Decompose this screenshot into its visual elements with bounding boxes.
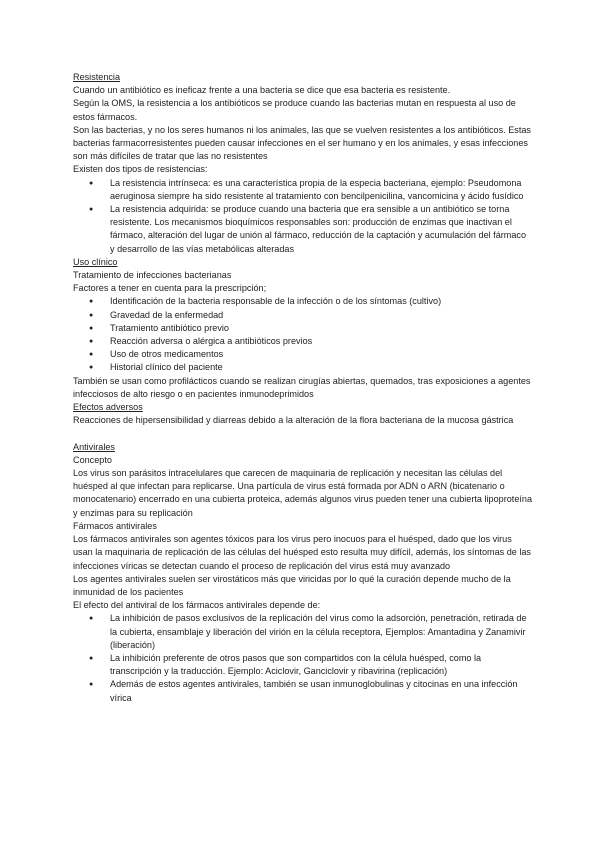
list-item: ● Reacción adversa o alérgica a antibióticos previos — [73, 335, 533, 348]
paragraph: El efecto del antiviral de los fármacos antivirales depende de: — [73, 600, 321, 611]
list-item: ● Además de estos agentes antivirales, también se usan inmunoglobulinas y citocinas en una infección vírica — [73, 678, 533, 704]
list-item: ● Tratamiento antibiótico previo — [73, 322, 533, 335]
prescription-factors-list — [73, 295, 533, 374]
list-item: ● Gravedad de la enfermedad — [73, 309, 533, 322]
paragraph: También se usan como profilácticos cuando se realizan cirugías abiertas, quemados, tras exposiciones a agentes infecciosos de alto riesgo o en pacientes inmunodeprimidos — [73, 375, 531, 399]
list-item: ● La inhibición preferente de otros pasos que son compartidos con la célula huésped, como la transcripción y la traducción. Ejemplo: Aciclovir, Ganciclovir y ribavirina (replicación) — [73, 652, 533, 678]
list-item: ● La resistencia intrínseca: es una característica propia de la especia bacteriana, ejemplo: Pseudomona aeruginosa siempre ha sido resistente al tratamiento con bencilpenicilina, vancomicina y ácido fusídico — [73, 177, 533, 203]
paragraph: Existen dos tipos de resistencias: — [73, 164, 208, 175]
list-item: ● La inhibición de pasos exclusivos de la replicación del virus como la adsorción, penetración, retirada de la cubierta, ensamblaje y liberación del virión en la célula receptora, Ejemplos: Amantadina y Zanamivir (liberación) — [73, 612, 533, 652]
antiviral-effects-list — [73, 612, 533, 704]
section-spacer — [73, 427, 533, 440]
subheading-concepto: Concepto — [73, 454, 112, 465]
paragraph: Reacciones de hipersensibilidad y diarreas debido a la alteración de la flora bacteriana de la mucosa gástrica — [73, 415, 514, 426]
paragraph: Los agentes antivirales suelen ser virostáticos más que viricidas por lo qué la curación depende mucho de la inmunidad de los pacientes — [73, 573, 511, 597]
list-item: ● Historial clínico del paciente — [73, 361, 533, 374]
uso-clinico-heading: Uso clínico — [73, 256, 118, 267]
paragraph: Los fármacos antivirales son agentes tóxicos para los virus pero inocuos para el huésped, dado que los virus usan la maquinaria de replicación de las células del huésped esto resulta muy difícil, además, los síntomas de las infecciones víricas se detectan cuando el proceso de replicación del virus está muy avanzado — [73, 534, 531, 571]
efectos-adversos-heading: Efectos adversos — [73, 402, 143, 413]
list-item: ● Identificación de la bacteria responsable de la infección o de los síntomas (cultivo) — [73, 295, 533, 308]
paragraph: Factores a tener en cuenta para la prescripción; — [73, 283, 267, 294]
list-item: ● Uso de otros medicamentos — [73, 348, 533, 361]
paragraph: Son las bacterias, y no los seres humanos ni los animales, las que se vuelven resistentes a los antibióticos. Estas bacterias farmacorresistentes pueden causar infecciones en el ser humano y en los animales, y esas infecciones son más difíciles de tratar que las no resistentes — [73, 124, 531, 162]
resistance-types-list — [73, 177, 533, 256]
paragraph: Cuando un antibiótico es ineficaz frente a una bacteria se dice que esa bacteria es resistente. — [73, 85, 451, 96]
antivirales-heading: Antivirales — [73, 441, 115, 452]
paragraph: Según la OMS, la resistencia a los antibióticos se produce cuando las bacterias mutan en respuesta al uso de estos fármacos. — [73, 98, 516, 122]
paragraph: Tratamiento de infecciones bacterianas — [73, 270, 232, 281]
resistencia-heading: Resistencia — [73, 72, 121, 82]
paragraph: Los virus son parásitos intracelulares que carecen de maquinaria de replicación y necesitan las células del huésped al que infectan para replicarse. Una partícula de virus está formada por ADN o ARN (bicatenario o monocatenario) encerrado en una cubierta proteica, además algunos virus pueden tener una cubierta lipoproteína y enzimas para su replicación — [73, 468, 533, 518]
list-item: ● La resistencia adquirida: se produce cuando una bacteria que era sensible a un antibiótico se torna resistente. Los mecanismos bioquímicos responsables son: producción de enzimas que inactivan el fármaco, alteración del lugar de unión al fármaco, reducción de la captación y acumulación del fármaco y desarrollo de las vías metabólicas alteradas — [73, 203, 533, 256]
document-page — [73, 71, 533, 705]
subheading-farmacos: Fármacos antivirales — [73, 520, 157, 531]
